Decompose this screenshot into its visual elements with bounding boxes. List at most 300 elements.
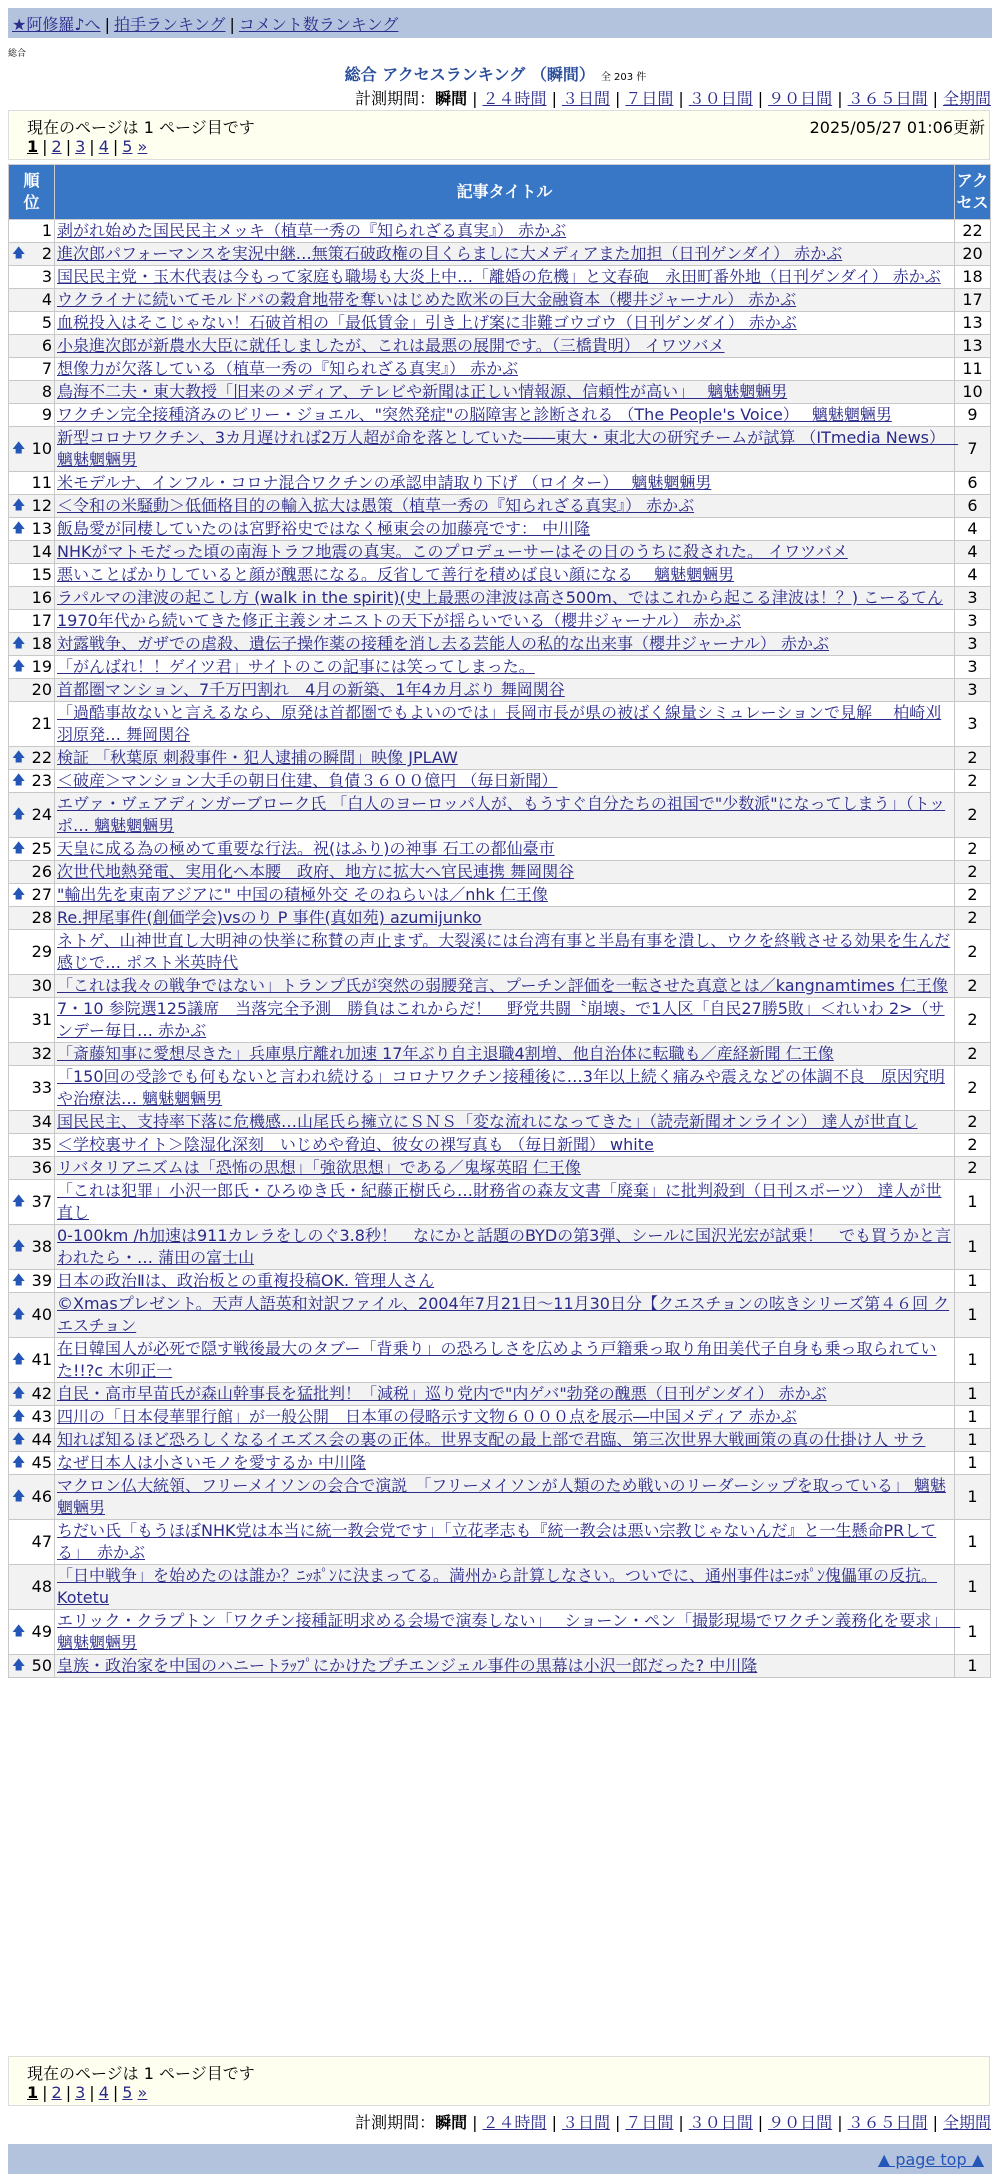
bottom-bar	[8, 2144, 992, 2174]
article-title-link[interactable]: 進次郎パフォーマンスを実況中継…無策石破政権の目くらましに大メディアまた加担（日刊ゲンダイ） 赤かぶ	[57, 244, 843, 263]
article-title-link[interactable]: ©Xmasプレゼント。天声人語英和対訳ファイル、2004年7月21日〜11月30日分【クエスチョンの呟きシリーズ第４６回 クエスチョン	[57, 1294, 950, 1335]
rank-up-arrow-icon: 🡅	[12, 1307, 26, 1322]
rank-cell	[9, 427, 55, 472]
rank-cell	[9, 907, 55, 930]
rank-number: 17	[31, 611, 52, 630]
article-title-link[interactable]: 「がんばれ！！ゲイツ君」サイトのこの記事には笑ってしまった。	[57, 657, 535, 676]
title-cell	[55, 381, 955, 404]
rank-up-arrow-icon: 🡅	[12, 636, 26, 651]
rank-cell	[9, 1180, 55, 1225]
page-info: 現在のページは 1 ページ目です	[27, 118, 255, 137]
rank-number: 41	[31, 1350, 52, 1369]
access-count: 3	[955, 610, 991, 633]
article-title-link[interactable]: ウクライナに続いてモルドバの穀倉地帯を奪いはじめた欧米の巨大金融資本（櫻井ジャーナル） 赤かぶ	[57, 290, 797, 309]
ranking-table	[8, 164, 991, 1678]
article-title-link[interactable]: 「日中戦争」を始めたのは誰か？ﾆｯﾎﾟﾝに決まってる。満州から計算しなさい。ついでに、通州事件はﾆｯﾎﾟﾝ傀儡軍の反抗。 Kotetu	[57, 1566, 938, 1607]
article-title-link[interactable]: 自民・高市早苗氏が森山幹事長を猛批判！「減税」巡り党内で"内ゲバ"勃発の醜悪（日刊ゲンダイ） 赤かぶ	[57, 1384, 827, 1403]
rank-number: 2	[41, 244, 52, 263]
rank-number: 32	[31, 1044, 52, 1063]
article-title-link[interactable]: 皇族・政治家を中国のハニートﾗｯﾌﾟにかけたプチエンジェル事件の黒幕は小沢一郎だった? 中川隆	[57, 1656, 758, 1675]
period-selector-bottom	[355, 2110, 991, 2133]
access-count: 13	[955, 312, 991, 335]
table-row	[9, 472, 991, 495]
rank-number: 26	[31, 862, 52, 881]
access-count: 2	[955, 1134, 991, 1157]
access-count: 18	[955, 266, 991, 289]
rank-up-arrow-icon: 🡅	[12, 1386, 26, 1401]
link-asyura-home[interactable]: ★阿修羅♪へ	[12, 15, 101, 34]
article-title-link[interactable]: 「これは我々の戦争ではない」トランプ氏が突然の弱腰発言、プーチン評価を一転させた真意とは／kangnamtimes 仁王像	[57, 976, 948, 995]
separator: |	[757, 2113, 764, 2132]
rank-number: 19	[31, 657, 52, 676]
rank-number: 30	[31, 976, 52, 995]
rank-cell	[9, 861, 55, 884]
rank-up-arrow-icon: 🡅	[12, 1352, 26, 1367]
table-row	[9, 1655, 991, 1678]
top-nav-bar	[8, 8, 992, 38]
article-title-link[interactable]: 鳥海不二夫・東大教授「旧来のメディア、テレビや新聞は正しい情報源、信頼性が高い」 魑魅魍魎男	[57, 382, 788, 401]
access-count: 20	[955, 243, 991, 266]
table-row	[9, 1565, 991, 1610]
rank-cell	[9, 679, 55, 702]
article-title-link[interactable]: なぜ日本人は小さいモノを愛するか 中川隆	[57, 1453, 366, 1472]
article-title-link[interactable]: ＜令和の米騒動＞低価格目的の輸入拡大は愚策（植草一秀の『知られざる真実』） 赤かぶ	[57, 496, 695, 515]
title-cell	[55, 220, 955, 243]
rank-number: 20	[31, 680, 52, 699]
article-title-link[interactable]: ちだい氏「もうほぼNHK党は本当に統一教会党です」「立花孝志も『統一教会は悪い宗教じゃないんだ』と一生懸命PRしてる」 赤かぶ	[57, 1521, 937, 1562]
article-title-link[interactable]: 悪いことばかりしていると顔が醜悪になる。反省して善行を積めば良い顔になる 魑魅魍魎男	[57, 565, 735, 584]
rank-number: 48	[31, 1577, 52, 1596]
rank-number: 3	[41, 267, 52, 286]
table-row	[9, 220, 991, 243]
rank-number: 43	[31, 1407, 52, 1426]
article-title-link[interactable]: 米モデルナ、インフル・コロナ混合ワクチンの承認申請取り下げ （ロイター） 魑魅魍魎男	[57, 473, 712, 492]
access-count: 1	[955, 1565, 991, 1610]
title-cell	[55, 266, 955, 289]
article-title-link[interactable]: 日本の政治Ⅱは、政治板との重複投稿OK. 管理人さん	[57, 1271, 435, 1290]
separator: |	[757, 89, 764, 108]
rank-cell	[9, 633, 55, 656]
separator: |	[42, 137, 48, 156]
article-title-link[interactable]: ラパルマの津波の起こし方 (walk in the spirit)(史上最悪の津波は高さ500m、ではこれから起こる津波は！？) こーるてん	[57, 588, 944, 607]
rank-cell	[9, 564, 55, 587]
access-count: 3	[955, 656, 991, 679]
pager-page-link[interactable]: 3	[75, 2083, 86, 2102]
article-title-link[interactable]: 「過酷事故ないと言えるなら、原発は首都圏でもよいのでは」長岡市長が県の被ばく線量シミュレーションで見解 柏崎刈羽原発… 舞岡関谷	[57, 703, 942, 744]
period-link[interactable]: ９０日間	[768, 2113, 833, 2132]
period-link[interactable]: ３０日間	[688, 89, 753, 108]
page-info-box-bottom	[8, 2056, 990, 2106]
article-title-link[interactable]: 四川の「日本侵華罪行館」が一般公開 日本軍の侵略示す文物６０００点を展示―中国メディア 赤かぶ	[57, 1407, 797, 1426]
separator: |	[678, 2113, 684, 2132]
title-cell	[55, 495, 955, 518]
rank-cell	[9, 1383, 55, 1406]
article-title-link[interactable]: 1970年代から続いてきた修正主義シオニストの天下が揺らいでいる（櫻井ジャーナル） 赤かぶ	[57, 611, 742, 630]
period-current: 瞬間	[435, 89, 468, 108]
title-cell	[55, 747, 955, 770]
rank-up-arrow-icon: 🡅	[12, 887, 26, 902]
rank-up-arrow-icon: 🡅	[12, 1658, 26, 1673]
rank-number: 4	[41, 290, 52, 309]
rank-number: 44	[31, 1430, 52, 1449]
pager-page-link[interactable]: 2	[51, 2083, 62, 2102]
period-link[interactable]: ３６５日間	[847, 2113, 928, 2132]
period-link[interactable]: 全期間	[942, 89, 991, 108]
table-row	[9, 427, 991, 472]
title-cell	[55, 633, 955, 656]
rank-cell	[9, 472, 55, 495]
period-link[interactable]: ７日間	[625, 89, 674, 108]
title-cell	[55, 427, 959, 472]
access-count: 1	[955, 1452, 991, 1475]
access-count: 2	[955, 1043, 991, 1066]
updated-timestamp: 2025/05/27 01:06更新	[809, 118, 985, 137]
article-title-link[interactable]: 知れば知るほど恐ろしくなるイエズス会の裏の正体。世界支配の最上部で君臨、第三次世界大戦画策の真の仕掛け人 サラ	[57, 1430, 926, 1449]
period-link[interactable]: ３日間	[561, 2113, 610, 2132]
access-count: 3	[955, 587, 991, 610]
access-count: 1	[955, 1383, 991, 1406]
page-info: 現在のページは 1 ページ目です	[27, 2064, 255, 2083]
total-count: 全 203 件	[600, 72, 647, 83]
table-row	[9, 518, 991, 541]
rank-cell	[9, 1293, 55, 1338]
title-cell	[55, 1406, 955, 1429]
article-title-link[interactable]: 「これは犯罪」小沢一郎氏・ひろゆき氏・紀藤正樹氏ら…財務省の森友文書「廃棄」に批判殺到（日刊スポーツ） 達人が世直し	[57, 1181, 942, 1222]
rank-number: 6	[41, 336, 52, 355]
table-row	[9, 1111, 991, 1134]
article-title-link[interactable]: 新型コロナワクチン、3カ月遅ければ2万人超が命を落としていた――東大・東北大の研究チームが試算 （ITmedia News） 魑魅魍魎男	[57, 428, 959, 469]
table-row	[9, 838, 991, 861]
rank-cell	[9, 930, 55, 975]
table-row	[9, 1270, 991, 1293]
separator: |	[112, 2083, 119, 2102]
rank-cell	[9, 1429, 55, 1452]
access-count: 1	[955, 1225, 991, 1270]
table-row	[9, 1520, 991, 1565]
table-row	[9, 1338, 991, 1383]
rank-number: 35	[31, 1135, 52, 1154]
article-title-link[interactable]: ＜破産＞マンション大手の朝日住建、負債３６００億円 （毎日新聞）	[57, 771, 558, 790]
article-title-link[interactable]: NHKがマトモだった頃の南海トラフ地震の真実。このプロデューサーはその日のうちに殺された。 イワツバメ	[57, 542, 848, 561]
article-title-link[interactable]: マクロン仏大統領、フリーメイソンの会合で演説 「フリーメイソンが人類のため戦いのリーダーシップを取っている」 魑魅魍魎男	[57, 1476, 946, 1517]
table-row	[9, 495, 991, 518]
rank-number: 50	[31, 1656, 52, 1675]
table-row	[9, 861, 991, 884]
access-count: 3	[955, 633, 991, 656]
rank-number: 15	[31, 565, 52, 584]
title-cell	[55, 793, 955, 838]
period-link[interactable]: 全期間	[942, 2113, 991, 2132]
title-cell	[55, 564, 955, 587]
article-title-link[interactable]: 「150回の受診でも何もないと言われ続ける」コロナワクチン接種後に…3年以上続く痛みや震えなどの体調不良 原因究明や治療法… 魑魅魍魎男	[57, 1067, 945, 1108]
title-cell	[55, 335, 955, 358]
rank-cell	[9, 1520, 55, 1565]
table-row	[9, 975, 991, 998]
rank-cell	[9, 702, 55, 747]
rank-cell	[9, 998, 55, 1043]
separator: |	[932, 89, 938, 108]
period-link[interactable]: ２４時間	[482, 89, 547, 108]
article-title-link[interactable]: 飯島愛が同棲していたのは宮野裕史ではなく極東会の加藤亮です： 中川隆	[57, 519, 591, 538]
rank-cell	[9, 1655, 55, 1678]
article-title-link[interactable]: 剥がれ始めた国民民主メッキ（植草一秀の『知られざる真実』） 赤かぶ	[57, 221, 567, 240]
table-row	[9, 747, 991, 770]
top-nav-links	[12, 12, 398, 35]
rank-up-arrow-icon: 🡅	[12, 1432, 26, 1447]
article-title-link[interactable]: Re.押尾事件(創価学会)vsのり P 事件(真如苑) azumijunko	[57, 908, 482, 927]
separator: |	[229, 15, 235, 34]
period-link[interactable]: ９０日間	[768, 89, 833, 108]
separator: |	[837, 2113, 843, 2132]
article-title-link[interactable]: 国民民主、支持率下落に危機感…山尾氏ら擁立にＳＮＳ「変な流れになってきた」（読売新聞オンライン） 達人が世直し	[57, 1112, 918, 1131]
table-row	[9, 358, 991, 381]
access-count: 6	[955, 472, 991, 495]
rank-cell	[9, 747, 55, 770]
table-row	[9, 998, 991, 1043]
pager-page-link[interactable]: 5	[122, 137, 133, 156]
table-row	[9, 587, 991, 610]
table-row	[9, 564, 991, 587]
article-title-link[interactable]: 検証 「秋葉原 刺殺事件・犯人逮捕の瞬間」映像 JPLAW	[57, 748, 458, 767]
article-title-link[interactable]: 天皇に成る為の極めて重要な行法。祝(はふり)の神事 石工の都仙臺市	[57, 839, 555, 858]
rank-cell	[9, 1157, 55, 1180]
rank-cell	[9, 587, 55, 610]
access-count: 2	[955, 1111, 991, 1134]
separator: |	[104, 15, 110, 34]
separator: |	[472, 89, 478, 108]
article-title-link[interactable]: 在日韓国人が必死で隠す戦後最大のタブー「背乗り」の恐ろしさを広めよう戸籍乗っ取り角田美代子自身も乗っ取られていた!!?c 木卯正一	[57, 1339, 937, 1380]
rank-cell	[9, 975, 55, 998]
page-title-line	[0, 62, 991, 85]
title-cell	[55, 770, 955, 793]
access-count: 2	[955, 907, 991, 930]
title-cell	[55, 1180, 955, 1225]
title-cell	[55, 861, 955, 884]
article-title-link[interactable]: 国民民主党・玉木代表は今もって家庭も職場も大炎上中…「離婚の危機」と文春砲 永田町番外地（日刊ゲンダイ） 赤かぶ	[57, 267, 941, 286]
title-cell	[55, 1610, 961, 1655]
access-count: 9	[955, 404, 991, 427]
table-row	[9, 793, 991, 838]
pager-bottom	[27, 2083, 147, 2102]
table-row	[9, 770, 991, 793]
separator: |	[42, 2083, 48, 2102]
rank-number: 1	[41, 221, 52, 240]
table-row	[9, 381, 991, 404]
title-cell	[55, 404, 955, 427]
rank-up-arrow-icon: 🡅	[12, 521, 26, 536]
rank-number: 40	[31, 1305, 52, 1324]
article-title-link[interactable]: 0-100km /h加速は911カレラをしのぐ3.8秒！ なにかと話題のBYDの第3弾、シールに国沢光宏が試乗！ でも買うかと言われたら・… 蒲田の富士山	[57, 1226, 952, 1267]
rank-cell	[9, 1565, 55, 1610]
rank-number: 49	[31, 1622, 52, 1641]
rank-number: 36	[31, 1158, 52, 1177]
title-cell	[55, 1338, 955, 1383]
rank-cell	[9, 220, 55, 243]
article-title-link[interactable]: ネトゲ、山神世直し大明神の快挙に称賛の声止まず。大裂溪には台湾有事と半島有事を潰し、ウクを終戦させる効果を生んだ感じで… ポスト米英時代	[57, 931, 951, 972]
pager-page-link[interactable]: 2	[51, 137, 62, 156]
rank-cell	[9, 243, 55, 266]
rank-number: 39	[31, 1271, 52, 1290]
pager-next-link[interactable]: »	[137, 2083, 148, 2102]
table-row	[9, 907, 991, 930]
separator: |	[89, 137, 95, 156]
article-title-link[interactable]: 首都圏マンション、7千万円割れ 4月の新築、1年4カ月ぶり 舞岡関谷	[57, 680, 565, 699]
rank-cell	[9, 1134, 55, 1157]
title-cell	[55, 610, 955, 633]
rank-up-arrow-icon: 🡅	[12, 1194, 26, 1209]
link-clap-ranking[interactable]: 拍手ランキング	[113, 15, 226, 34]
rank-cell	[9, 1225, 55, 1270]
table-row	[9, 1225, 991, 1270]
rank-number: 33	[31, 1078, 52, 1097]
pager-next-link[interactable]: »	[137, 137, 148, 156]
period-link[interactable]: ３日間	[561, 89, 610, 108]
title-cell	[55, 656, 955, 679]
period-link[interactable]: ７日間	[625, 2113, 674, 2132]
table-row	[9, 610, 991, 633]
access-count: 7	[955, 427, 991, 472]
rank-number: 7	[41, 359, 52, 378]
access-count: 11	[955, 358, 991, 381]
rank-up-arrow-icon: 🡅	[12, 498, 26, 513]
article-title-link[interactable]: エリック・クラプトン「ワクチン接種証明求める会場で演奏しない」 ショーン・ペン「撮影現場でワクチン義務化を要求」 魑魅魍魎男	[57, 1611, 961, 1652]
title-cell	[55, 1225, 955, 1270]
access-count: 2	[955, 975, 991, 998]
section-label: 総合	[8, 49, 27, 59]
access-count: 17	[955, 289, 991, 312]
rank-up-arrow-icon: 🡅	[12, 1455, 26, 1470]
article-title-link[interactable]: 7・10 参院選125議席 当落完全予測 勝負はこれからだ！ 野党共闘〝崩壊〟で1人区「自民27勝5敗」＜れいわ 2>（サンデー毎日… 赤かぶ	[57, 999, 945, 1040]
table-row	[9, 884, 991, 907]
rank-cell	[9, 1452, 55, 1475]
rank-number: 9	[41, 405, 52, 424]
access-count: 1	[955, 1293, 991, 1338]
rank-cell	[9, 335, 55, 358]
article-title-link[interactable]: 「斎藤知事に愛想尽きた」兵庫県庁離れ加速 17年ぶり自主退職4割増、他自治体に転職も／産経新聞 仁王像	[57, 1044, 834, 1063]
article-title-link[interactable]: リバタリアニズムは「恐怖の思想」「強欲思想」である／鬼塚英昭 仁王像	[57, 1158, 581, 1177]
rank-cell	[9, 266, 55, 289]
title-cell	[55, 587, 955, 610]
rank-up-arrow-icon: 🡅	[12, 807, 26, 822]
access-count: 2	[955, 930, 991, 975]
rank-number: 18	[31, 634, 52, 653]
period-link[interactable]: ３０日間	[688, 2113, 753, 2132]
rank-up-arrow-icon: 🡅	[12, 1409, 26, 1424]
access-count: 1	[955, 1270, 991, 1293]
article-title-link[interactable]: 小泉進次郎が新農水大臣に就任しましたが、これは最悪の展開です。（三橋貴明） イワツバメ	[57, 336, 725, 355]
title-cell	[55, 518, 955, 541]
rank-cell	[9, 541, 55, 564]
separator: |	[472, 2113, 478, 2132]
pager-page-link[interactable]: 4	[98, 137, 109, 156]
table-row	[9, 1157, 991, 1180]
title-cell	[55, 1429, 955, 1452]
page-top-link[interactable]: ▲ page top ▲	[877, 2150, 984, 2169]
rank-cell	[9, 1338, 55, 1383]
pager-page-link[interactable]: 5	[122, 2083, 133, 2102]
access-count: 1	[955, 1655, 991, 1678]
separator: |	[65, 137, 72, 156]
rank-number: 11	[31, 473, 52, 492]
rank-up-arrow-icon: 🡅	[12, 1489, 26, 1504]
rank-number: 16	[31, 588, 52, 607]
rank-cell	[9, 312, 55, 335]
access-count: 3	[955, 702, 991, 747]
separator: |	[678, 89, 684, 108]
article-title-link[interactable]: "輸出先を東南アジアに" 中国の積極外交 そのねらいは／nhk 仁王像	[57, 885, 548, 904]
pager-page-link[interactable]: 3	[75, 137, 86, 156]
access-count: 13	[955, 335, 991, 358]
rank-up-arrow-icon: 🡅	[12, 441, 26, 456]
rank-up-arrow-icon: 🡅	[12, 246, 26, 261]
rank-up-arrow-icon: 🡅	[12, 659, 26, 674]
title-cell	[55, 541, 955, 564]
rank-number: 31	[31, 1010, 52, 1029]
title-cell	[55, 679, 955, 702]
article-title-link[interactable]: エヴァ・ヴェアディンガーブローク氏 「白人のヨーロッパ人が、もうすぐ自分たちの祖国で"少数派"になってしまう」（トッポ… 魑魅魍魎男	[57, 794, 946, 835]
table-row	[9, 1066, 991, 1111]
pager-page-link[interactable]: 4	[98, 2083, 109, 2102]
article-title-link[interactable]: 想像力が欠落している（植草一秀の『知られざる真実』） 赤かぶ	[57, 359, 519, 378]
table-row	[9, 1134, 991, 1157]
rank-cell	[9, 381, 55, 404]
period-link[interactable]: ２４時間	[482, 2113, 547, 2132]
rank-cell	[9, 770, 55, 793]
access-count: 1	[955, 1520, 991, 1565]
table-row	[9, 1383, 991, 1406]
title-cell	[55, 907, 955, 930]
rank-number: 37	[31, 1192, 52, 1211]
header-access: アクセス	[955, 165, 991, 220]
title-cell	[55, 838, 955, 861]
article-title-link[interactable]: 血税投入はそこじゃない！石破首相の「最低賃金」引き上げ案に非難ゴウゴウ（日刊ゲンダイ） 赤かぶ	[57, 313, 797, 332]
rank-number: 34	[31, 1112, 52, 1131]
table-row	[9, 1429, 991, 1452]
period-link[interactable]: ３６５日間	[847, 89, 928, 108]
table-row	[9, 289, 991, 312]
access-count: 3	[955, 679, 991, 702]
rank-cell	[9, 404, 55, 427]
rank-number: 14	[31, 542, 52, 561]
access-count: 2	[955, 793, 991, 838]
access-count: 4	[955, 541, 991, 564]
access-count: 2	[955, 770, 991, 793]
pager-current-page: 1	[27, 137, 39, 156]
title-cell	[55, 1043, 955, 1066]
access-count: 6	[955, 495, 991, 518]
access-count: 2	[955, 998, 991, 1043]
periods-label: 計測期間：	[355, 89, 436, 108]
rank-up-arrow-icon: 🡅	[12, 750, 26, 765]
article-title-link[interactable]: ＜学校裏サイト＞陰湿化深刻 いじめや脅迫、彼女の裸写真も （毎日新聞） white	[57, 1135, 654, 1154]
rank-cell	[9, 1475, 55, 1520]
rank-cell	[9, 1066, 55, 1111]
table-row	[9, 335, 991, 358]
link-comment-ranking[interactable]: コメント数ランキング	[238, 15, 399, 34]
article-title-link[interactable]: 次世代地熱発電、実用化へ本腰 政府、地方に拡大へ官民連携 舞岡関谷	[57, 862, 575, 881]
article-title-link[interactable]: ワクチン完全接種済みのビリー・ジョエル、"突然発症"の脳障害と診断される （The People's Voice） 魑魅魍魎男	[57, 405, 892, 424]
rank-number: 47	[31, 1532, 52, 1551]
title-cell	[55, 358, 955, 381]
rank-cell	[9, 518, 55, 541]
article-title-link[interactable]: 対露戦争、ガザでの虐殺、遺伝子操作薬の接種を消し去る芸能人の私的な出来事（櫻井ジャーナル） 赤かぶ	[57, 634, 829, 653]
title-cell	[55, 1157, 955, 1180]
title-cell	[55, 1270, 955, 1293]
title-cell	[55, 289, 955, 312]
title-cell	[55, 1655, 955, 1678]
rank-cell	[9, 289, 55, 312]
separator: |	[932, 2113, 938, 2132]
